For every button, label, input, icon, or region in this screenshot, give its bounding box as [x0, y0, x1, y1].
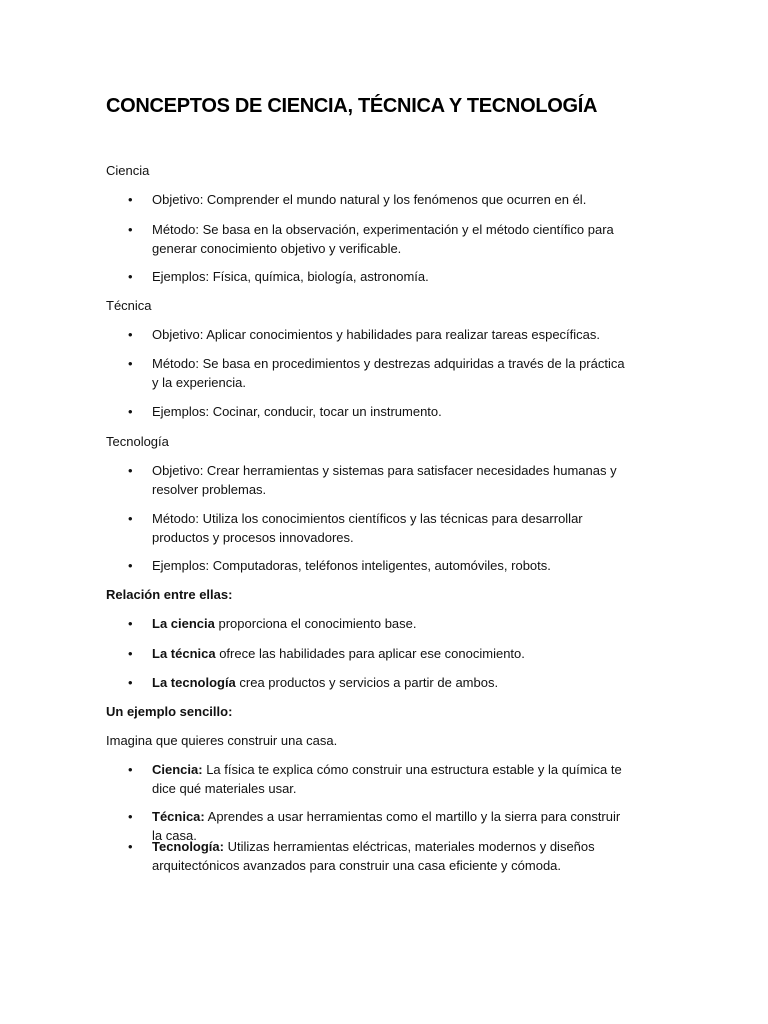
list-item-text: Ejemplos: Cocinar, conducir, tocar un instrumento.	[152, 404, 442, 419]
list-item-text: Utilizas herramientas eléctricas, materiales modernos y diseños arquitectónicos avanzados para construir una casa eficiente y cómoda.	[152, 839, 595, 873]
list-item-text: proporciona el conocimiento base.	[214, 616, 417, 631]
bullet-icon: •	[128, 463, 133, 478]
bullet-icon: •	[128, 675, 133, 690]
list-item	[106, 760, 626, 798]
list-item-term: La ciencia	[152, 616, 215, 631]
list-item-text: La física te explica cómo construir una estructura estable y la química te dice qué materiales usar.	[152, 762, 622, 796]
list-item-text: Ejemplos: Física, química, biología, astronomía.	[152, 269, 429, 284]
list-item	[106, 614, 626, 633]
bullet-icon: •	[128, 222, 133, 237]
list-item-term: Tecnología:	[152, 839, 224, 854]
list-item	[106, 190, 626, 209]
example-intro: Imagina que quieres construir una casa.	[106, 733, 338, 748]
list-item-term: La técnica	[152, 646, 216, 661]
document-title: CONCEPTOS DE CIENCIA, TÉCNICA Y TECNOLOGÍA	[106, 95, 598, 117]
bullet-icon: •	[128, 192, 133, 207]
list-item-text: Método: Se basa en procedimientos y destrezas adquiridas a través de la práctica y la experiencia.	[152, 356, 625, 390]
bullet-icon: •	[128, 356, 133, 371]
bullet-icon: •	[128, 269, 133, 284]
bullet-icon: •	[128, 839, 133, 854]
list-item-text: Objetivo: Aplicar conocimientos y habilidades para realizar tareas específicas.	[152, 327, 601, 342]
list-item	[106, 325, 626, 344]
bullet-icon: •	[128, 511, 133, 526]
list-item	[106, 644, 626, 663]
list-item-text: Objetivo: Crear herramientas y sistemas para satisfacer necesidades humanas y resolver problemas.	[152, 463, 617, 497]
bullet-icon: •	[128, 616, 133, 631]
list-item	[106, 354, 626, 392]
list-item	[106, 267, 626, 286]
list-item-text: Ejemplos: Computadoras, teléfonos inteligentes, automóviles, robots.	[152, 558, 551, 573]
list-item	[106, 556, 626, 575]
list-item-term: Ciencia:	[152, 762, 203, 777]
section-heading-ejemplo: Un ejemplo sencillo:	[106, 704, 233, 719]
bullet-icon: •	[128, 404, 133, 419]
list-item	[106, 402, 626, 421]
bullet-icon: •	[128, 558, 133, 573]
list-item	[106, 220, 626, 258]
list-item-text: Método: Utiliza los conocimientos científicos y las técnicas para desarrollar productos y procesos innovadores.	[152, 511, 583, 545]
list-item-text: ofrece las habilidades para aplicar ese conocimiento.	[215, 646, 525, 661]
section-heading-relacion: Relación entre ellas:	[106, 587, 233, 602]
list-item-text: Objetivo: Comprender el mundo natural y los fenómenos que ocurren en él.	[152, 192, 587, 207]
list-item-text: Método: Se basa en la observación, experimentación y el método científico para generar conocimiento objetivo y verificable.	[152, 222, 614, 256]
bullet-icon: •	[128, 809, 133, 824]
section-heading-tecnica: Técnica	[106, 298, 152, 313]
list-item-term: La tecnología	[152, 675, 236, 690]
list-item-term: Técnica:	[152, 809, 205, 824]
list-item-text: Aprendes a usar herramientas como el martillo y la sierra para construir la casa.	[152, 809, 621, 843]
bullet-icon: •	[128, 646, 133, 661]
list-item	[106, 509, 626, 547]
bullet-icon: •	[128, 762, 133, 777]
section-heading-ciencia: Ciencia	[106, 163, 150, 178]
list-item	[106, 461, 626, 499]
section-heading-tecnologia: Tecnología	[106, 434, 169, 449]
list-item	[106, 673, 626, 692]
bullet-icon: •	[128, 327, 133, 342]
list-item-text: crea productos y servicios a partir de ambos.	[235, 675, 499, 690]
list-item	[106, 837, 626, 875]
